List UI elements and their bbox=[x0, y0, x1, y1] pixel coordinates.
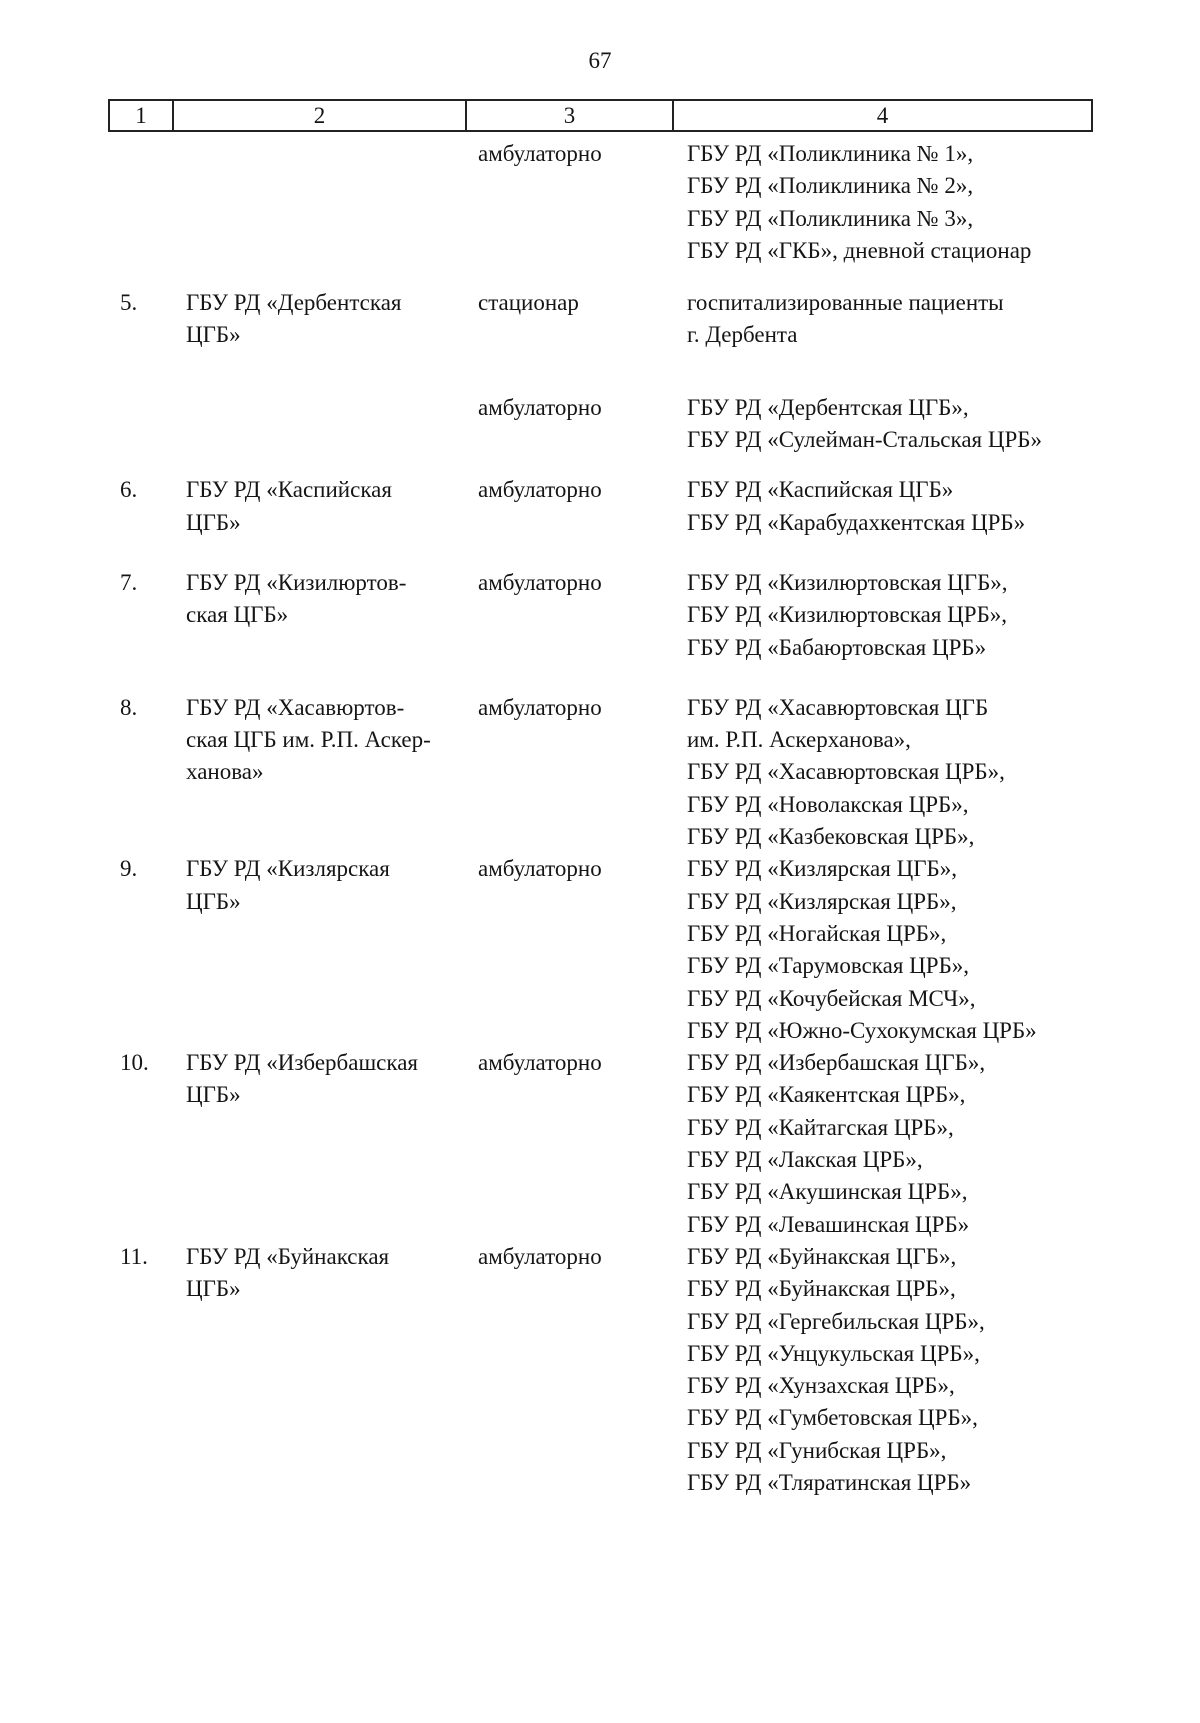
institution-line: ГБУ РД «Хунзахская ЦРБ», bbox=[687, 1373, 955, 1399]
row-number bbox=[108, 392, 172, 457]
row-number: 8. bbox=[120, 694, 138, 720]
institution-line: ГБУ РД «Хасавюртовская ЦГБ bbox=[687, 694, 989, 720]
table-row bbox=[108, 853, 1108, 1047]
organization-line: ЦГБ» bbox=[186, 888, 241, 914]
care-mode: амбулаторно bbox=[478, 856, 602, 882]
table-row bbox=[108, 567, 1108, 664]
institution-line: им. Р.П. Аскерханова», bbox=[687, 727, 911, 753]
institution-line: ГБУ РД «Каякентская ЦРБ», bbox=[687, 1082, 966, 1108]
row-number: 6. bbox=[120, 477, 138, 503]
institution-line: ГБУ РД «Хасавюртовская ЦРБ», bbox=[687, 759, 1005, 785]
organization-name bbox=[172, 138, 462, 267]
care-mode: амбулаторно bbox=[478, 1243, 602, 1269]
institution-line: ГБУ РД «Каспийская ЦГБ» bbox=[687, 477, 954, 503]
organization-line: ГБУ РД «Кизлярская bbox=[186, 856, 390, 882]
organization-line: ханова» bbox=[186, 759, 264, 785]
institution-line: госпитализированные пациенты bbox=[687, 290, 1004, 316]
organization-line: ская ЦГБ им. Р.П. Аскер- bbox=[186, 727, 431, 753]
institution-line: ГБУ РД «Буйнакская ЦГБ», bbox=[687, 1243, 957, 1269]
institution-line: ГБУ РД «Кайтагская ЦРБ», bbox=[687, 1114, 954, 1140]
organization-line: ЦГБ» bbox=[186, 1276, 241, 1302]
institution-line: ГБУ РД «Кизилюртовская ЦГБ», bbox=[687, 569, 1008, 595]
institution-line: ГБУ РД «Дербентская ЦГБ», bbox=[687, 394, 969, 420]
institution-line: ГБУ РД «Поликлиника № 3», bbox=[687, 205, 974, 231]
institution-line: ГБУ РД «Сулейман-Стальская ЦРБ» bbox=[687, 427, 1042, 453]
organization-line: ГБУ РД «Каспийская bbox=[186, 477, 392, 503]
organization-line: ЦГБ» bbox=[186, 509, 241, 535]
organization-name bbox=[172, 1047, 462, 1241]
institution-line: ГБУ РД «Поликлиника № 2», bbox=[687, 173, 974, 199]
institution-line: ГБУ РД «Казбековская ЦРБ», bbox=[687, 824, 975, 850]
institution-line: ГБУ РД «Тляратинская ЦРБ» bbox=[687, 1469, 972, 1495]
institution-line: ГБУ РД «Гунибская ЦРБ», bbox=[687, 1437, 947, 1463]
row-number: 10. bbox=[120, 1050, 149, 1076]
organization-line: ЦГБ» bbox=[186, 322, 241, 348]
institution-line: ГБУ РД «Бабаюртовская ЦРБ» bbox=[687, 634, 987, 660]
attached-institutions bbox=[670, 287, 1108, 352]
institution-line: г. Дербента bbox=[687, 322, 798, 348]
organization-line: ГБУ РД «Избербашская bbox=[186, 1050, 418, 1076]
attached-institutions bbox=[670, 392, 1108, 457]
care-mode: амбулаторно bbox=[478, 394, 602, 420]
attached-institutions bbox=[670, 1047, 1108, 1241]
header-col-2: 2 bbox=[174, 101, 467, 130]
institution-line: ГБУ РД «Тарумовская ЦРБ», bbox=[687, 953, 970, 979]
organization-name bbox=[172, 474, 462, 539]
table-row bbox=[108, 692, 1108, 853]
table-row bbox=[108, 392, 1108, 457]
attached-institutions bbox=[670, 1241, 1108, 1499]
institution-line: ГБУ РД «ГКБ», дневной стационар bbox=[687, 237, 1032, 263]
organization-name bbox=[172, 692, 462, 853]
header-col-4: 4 bbox=[876, 103, 889, 128]
organization-line: ГБУ РД «Дербентская bbox=[186, 290, 402, 316]
organization-name bbox=[172, 567, 462, 664]
institution-line: ГБУ РД «Карабудахкентская ЦРБ» bbox=[687, 509, 1026, 535]
care-mode: амбулаторно bbox=[478, 569, 602, 595]
care-mode: амбулаторно bbox=[478, 1050, 602, 1076]
institution-line: ГБУ РД «Южно-Сухокумская ЦРБ» bbox=[687, 1017, 1037, 1043]
row-number: 9. bbox=[120, 856, 138, 882]
header-col-1: 1 bbox=[110, 101, 174, 130]
organization-name bbox=[172, 287, 462, 352]
header-col-3: 3 bbox=[467, 101, 674, 130]
institution-line: ГБУ РД «Левашинская ЦРБ» bbox=[687, 1211, 970, 1237]
table-body bbox=[108, 138, 1108, 1499]
organization-name bbox=[172, 392, 462, 457]
organization-line: ГБУ РД «Кизилюртов- bbox=[186, 569, 407, 595]
row-number: 7. bbox=[120, 569, 138, 595]
attached-institutions bbox=[670, 474, 1108, 539]
row-number bbox=[108, 138, 172, 267]
institution-line: ГБУ РД «Ногайская ЦРБ», bbox=[687, 920, 947, 946]
organization-name bbox=[172, 853, 462, 1047]
institution-line: ГБУ РД «Акушинская ЦРБ», bbox=[687, 1179, 968, 1205]
table-row bbox=[108, 138, 1108, 267]
care-mode: амбулаторно bbox=[478, 694, 602, 720]
institution-line: ГБУ РД «Избербашская ЦГБ», bbox=[687, 1050, 986, 1076]
institution-line: ГБУ РД «Кизлярская ЦГБ», bbox=[687, 856, 957, 882]
organization-name bbox=[172, 1241, 462, 1499]
institution-line: ГБУ РД «Кочубейская МСЧ», bbox=[687, 985, 976, 1011]
institution-line: ГБУ РД «Новолакская ЦРБ», bbox=[687, 791, 969, 817]
institution-line: ГБУ РД «Кизилюртовская ЦРБ», bbox=[687, 602, 1008, 628]
page-number: 67 bbox=[588, 48, 612, 73]
organization-line: ская ЦГБ» bbox=[186, 602, 289, 628]
table-row bbox=[108, 1241, 1108, 1499]
institution-line: ГБУ РД «Гергебильская ЦРБ», bbox=[687, 1308, 985, 1334]
institution-line: ГБУ РД «Унцукульская ЦРБ», bbox=[687, 1340, 980, 1366]
institution-line: ГБУ РД «Лакская ЦРБ», bbox=[687, 1147, 923, 1173]
care-mode: амбулаторно bbox=[478, 477, 602, 503]
row-number: 5. bbox=[120, 290, 138, 316]
attached-institutions bbox=[670, 567, 1108, 664]
table-row bbox=[108, 474, 1108, 539]
table-row bbox=[108, 287, 1108, 352]
organization-line: ЦГБ» bbox=[186, 1082, 241, 1108]
attached-institutions bbox=[670, 853, 1108, 1047]
table-header bbox=[108, 99, 1093, 132]
row-number: 11. bbox=[120, 1243, 148, 1269]
institution-line: ГБУ РД «Буйнакская ЦРБ», bbox=[687, 1276, 956, 1302]
institution-line: ГБУ РД «Поликлиника № 1», bbox=[687, 141, 974, 166]
attached-institutions bbox=[670, 138, 1108, 267]
organization-line: ГБУ РД «Хасавюртов- bbox=[186, 694, 405, 720]
organization-line: ГБУ РД «Буйнакская bbox=[186, 1243, 390, 1269]
care-mode: амбулаторно bbox=[478, 141, 602, 166]
institution-line: ГБУ РД «Кизлярская ЦРБ», bbox=[687, 888, 957, 914]
table-row bbox=[108, 1047, 1108, 1241]
attached-institutions bbox=[670, 692, 1108, 853]
care-mode: стационар bbox=[478, 290, 579, 316]
institution-line: ГБУ РД «Гумбетовская ЦРБ», bbox=[687, 1405, 978, 1431]
